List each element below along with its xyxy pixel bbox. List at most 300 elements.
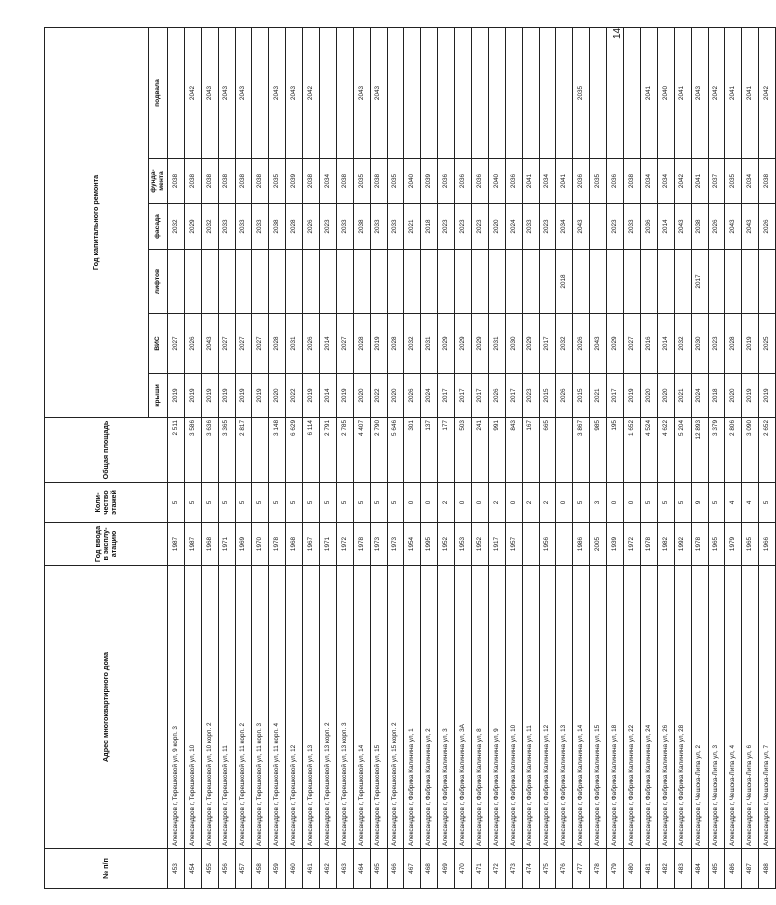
area-cell: 137 <box>421 418 438 483</box>
vis-year-cell: 2032 <box>556 314 573 374</box>
address-cell: Александров г, Фабрика Калинина ул, 13 <box>556 566 573 849</box>
row-number-cell: 477 <box>573 849 590 889</box>
roof-year-cell: 2014 <box>320 374 337 418</box>
address-cell: Александров г, Фабрика Калинина ул, 15 <box>590 566 607 849</box>
facade-year-cell: 2036 <box>640 204 657 250</box>
row-number-cell: 479 <box>607 849 624 889</box>
lifts-year-cell <box>404 250 421 314</box>
foundation-year-cell: 2036 <box>573 159 590 204</box>
address-cell: Александров г, Фабрика Калинина ул, 8 <box>472 566 489 849</box>
table-row <box>556 28 573 889</box>
facade-year-cell: 2033 <box>624 204 641 250</box>
floors-cell: 0 <box>421 483 438 523</box>
roof-year-cell: 2019 <box>218 374 235 418</box>
row-number-cell: 462 <box>320 849 337 889</box>
facade-year-cell: 2043 <box>725 204 742 250</box>
vis-year-cell: 2032 <box>674 314 691 374</box>
foundation-year-cell: 2041 <box>691 159 708 204</box>
roof-year-cell: 2020 <box>353 374 370 418</box>
table-row <box>708 28 725 889</box>
header-facade: фасада <box>149 204 168 250</box>
lifts-year-cell <box>505 250 522 314</box>
area-cell: 991 <box>488 418 505 483</box>
floors-cell: 3 <box>590 483 607 523</box>
roof-year-cell: 2019 <box>624 374 641 418</box>
floors-cell: 5 <box>573 483 590 523</box>
lifts-year-cell <box>522 250 539 314</box>
basement-year-cell: 2042 <box>303 28 320 159</box>
basement-year-cell: 2042 <box>184 28 201 159</box>
lifts-year-cell <box>269 250 286 314</box>
header-foundation: фунда-мента <box>149 159 168 204</box>
basement-year-cell: 2043 <box>691 28 708 159</box>
vis-year-cell: 2030 <box>505 314 522 374</box>
floors-cell: 5 <box>218 483 235 523</box>
foundation-year-cell: 2034 <box>539 159 556 204</box>
year-cell: 1952 <box>438 523 455 566</box>
area-cell: 4 524 <box>640 418 657 483</box>
vis-year-cell: 2031 <box>421 314 438 374</box>
header-area: Общая площадь <box>45 418 168 483</box>
basement-year-cell <box>336 28 353 159</box>
header-basement: подвала <box>149 28 168 159</box>
area-cell <box>556 418 573 483</box>
vis-year-cell: 2014 <box>657 314 674 374</box>
foundation-year-cell: 2034 <box>640 159 657 204</box>
year-cell: 1968 <box>286 523 303 566</box>
year-cell: 1978 <box>691 523 708 566</box>
basement-year-cell: 2040 <box>657 28 674 159</box>
address-cell: Александров г, Терешковой ул, 15 корп. 2 <box>387 566 404 849</box>
foundation-year-cell: 2038 <box>759 159 776 204</box>
facade-year-cell: 2034 <box>556 204 573 250</box>
address-cell: Александров г, Чешска-Липа ул, 2 <box>691 566 708 849</box>
basement-year-cell <box>438 28 455 159</box>
roof-year-cell: 2017 <box>438 374 455 418</box>
area-cell <box>252 418 269 483</box>
lifts-year-cell <box>708 250 725 314</box>
row-number-cell: 453 <box>168 849 185 889</box>
basement-year-cell <box>539 28 556 159</box>
floors-cell: 5 <box>657 483 674 523</box>
basement-year-cell <box>505 28 522 159</box>
row-number-cell: 472 <box>488 849 505 889</box>
floors-cell: 5 <box>708 483 725 523</box>
row-number-cell: 470 <box>455 849 472 889</box>
row-number-cell: 459 <box>269 849 286 889</box>
year-cell: 1954 <box>404 523 421 566</box>
address-cell: Александров г, Терешковой ул, 9 корп. 3 <box>168 566 185 849</box>
roof-year-cell: 2018 <box>708 374 725 418</box>
vis-year-cell: 2027 <box>235 314 252 374</box>
address-cell: Александров г, Фабрика Калинина ул, 3А <box>455 566 472 849</box>
area-cell: 3 586 <box>184 418 201 483</box>
roof-year-cell: 2026 <box>404 374 421 418</box>
area-cell: 301 <box>404 418 421 483</box>
floors-cell: 4 <box>742 483 759 523</box>
year-cell: 1967 <box>303 523 320 566</box>
roof-year-cell: 2019 <box>336 374 353 418</box>
lifts-year-cell <box>303 250 320 314</box>
lifts-year-cell <box>624 250 641 314</box>
foundation-year-cell: 2036 <box>455 159 472 204</box>
header-floors: Коли-чество этажей <box>45 483 168 523</box>
area-cell: 195 <box>607 418 624 483</box>
row-number-cell: 469 <box>438 849 455 889</box>
year-cell: 1986 <box>573 523 590 566</box>
basement-year-cell <box>590 28 607 159</box>
floors-cell: 2 <box>539 483 556 523</box>
basement-year-cell: 2042 <box>708 28 725 159</box>
address-cell: Александров г, Терешковой ул, 14 <box>353 566 370 849</box>
year-cell: 1982 <box>657 523 674 566</box>
roof-year-cell: 2019 <box>184 374 201 418</box>
basement-year-cell <box>522 28 539 159</box>
area-cell: 1 652 <box>624 418 641 483</box>
vis-year-cell: 2027 <box>336 314 353 374</box>
foundation-year-cell: 2038 <box>336 159 353 204</box>
lifts-year-cell <box>607 250 624 314</box>
facade-year-cell: 2029 <box>184 204 201 250</box>
lifts-year-cell <box>252 250 269 314</box>
roof-year-cell: 2020 <box>657 374 674 418</box>
foundation-year-cell: 2038 <box>184 159 201 204</box>
year-cell: 1952 <box>472 523 489 566</box>
roof-year-cell: 2021 <box>590 374 607 418</box>
floors-cell: 4 <box>725 483 742 523</box>
address-cell: Александров г, Чешска-Липа ул, 4 <box>725 566 742 849</box>
floors-cell: 5 <box>353 483 370 523</box>
vis-year-cell: 2014 <box>320 314 337 374</box>
address-cell: Александров г, Терешковой ул, 10 <box>184 566 201 849</box>
foundation-year-cell: 2034 <box>320 159 337 204</box>
foundation-year-cell: 2040 <box>488 159 505 204</box>
area-cell: 3 379 <box>708 418 725 483</box>
floors-cell: 5 <box>320 483 337 523</box>
lifts-year-cell: 2018 <box>556 250 573 314</box>
foundation-year-cell: 2042 <box>674 159 691 204</box>
floors-cell: 0 <box>556 483 573 523</box>
roof-year-cell: 2015 <box>539 374 556 418</box>
foundation-year-cell: 2039 <box>286 159 303 204</box>
address-cell: Александров г, Фабрика Калинина ул, 18 <box>607 566 624 849</box>
year-cell: 1971 <box>218 523 235 566</box>
lifts-year-cell <box>657 250 674 314</box>
address-cell: Александров г, Фабрика Калинина ул, 28 <box>674 566 691 849</box>
row-number-cell: 468 <box>421 849 438 889</box>
floors-cell: 2 <box>438 483 455 523</box>
row-number-cell: 461 <box>303 849 320 889</box>
facade-year-cell: 2033 <box>336 204 353 250</box>
basement-year-cell: 2041 <box>725 28 742 159</box>
facade-year-cell: 2032 <box>201 204 218 250</box>
foundation-year-cell: 2038 <box>252 159 269 204</box>
lifts-year-cell <box>674 250 691 314</box>
basement-year-cell <box>488 28 505 159</box>
facade-year-cell: 2023 <box>472 204 489 250</box>
foundation-year-cell: 2038 <box>201 159 218 204</box>
area-cell: 12 893 <box>691 418 708 483</box>
lifts-year-cell <box>286 250 303 314</box>
address-cell: Александров г, Терешковой ул, 13 корп. 2 <box>320 566 337 849</box>
row-number-cell: 454 <box>184 849 201 889</box>
table-row <box>742 28 759 889</box>
facade-year-cell: 2024 <box>505 204 522 250</box>
area-cell: 5 204 <box>674 418 691 483</box>
row-number-cell: 475 <box>539 849 556 889</box>
address-cell: Александров г, Терешковой ул, 11 корп. 4 <box>269 566 286 849</box>
roof-year-cell: 2024 <box>421 374 438 418</box>
basement-year-cell: 2043 <box>235 28 252 159</box>
table-row <box>184 28 201 889</box>
floors-cell: 0 <box>607 483 624 523</box>
year-cell: 1979 <box>725 523 742 566</box>
roof-year-cell: 2019 <box>303 374 320 418</box>
table-row <box>657 28 674 889</box>
lifts-year-cell <box>539 250 556 314</box>
vis-year-cell: 2029 <box>472 314 489 374</box>
table-row <box>353 28 370 889</box>
basement-year-cell <box>387 28 404 159</box>
roof-year-cell: 2020 <box>269 374 286 418</box>
basement-year-cell <box>421 28 438 159</box>
header-address: Адрес многоквартирного дома <box>45 566 168 849</box>
address-cell: Александров г, Фабрика Калинина ул, 22 <box>624 566 641 849</box>
floors-cell: 5 <box>640 483 657 523</box>
foundation-year-cell: 2038 <box>235 159 252 204</box>
vis-year-cell: 2025 <box>759 314 776 374</box>
vis-year-cell: 2026 <box>573 314 590 374</box>
foundation-year-cell: 2034 <box>657 159 674 204</box>
row-number-cell: 473 <box>505 849 522 889</box>
roof-year-cell: 2019 <box>235 374 252 418</box>
area-cell: 2 806 <box>725 418 742 483</box>
foundation-year-cell: 2035 <box>590 159 607 204</box>
basement-year-cell: 2041 <box>640 28 657 159</box>
address-cell: Александров г, Фабрика Калинина ул, 3 <box>438 566 455 849</box>
facade-year-cell: 2023 <box>438 204 455 250</box>
address-cell: Александров г, Фабрика Калинина ул, 9 <box>488 566 505 849</box>
foundation-year-cell: 2035 <box>725 159 742 204</box>
floors-cell: 0 <box>455 483 472 523</box>
header-roof: крыши <box>149 374 168 418</box>
address-cell: Александров г, Фабрика Калинина ул, 26 <box>657 566 674 849</box>
table-row <box>488 28 505 889</box>
floors-cell: 5 <box>168 483 185 523</box>
table-row <box>590 28 607 889</box>
facade-year-cell: 2023 <box>539 204 556 250</box>
area-cell: 3 365 <box>218 418 235 483</box>
area-cell: 2 791 <box>320 418 337 483</box>
year-cell <box>522 523 539 566</box>
floors-cell: 5 <box>235 483 252 523</box>
lifts-year-cell <box>438 250 455 314</box>
row-number-cell: 456 <box>218 849 235 889</box>
address-cell: Александров г, Терешковой ул, 12 <box>286 566 303 849</box>
year-cell: 1978 <box>640 523 657 566</box>
foundation-year-cell: 2036 <box>472 159 489 204</box>
area-cell: 167 <box>522 418 539 483</box>
facade-year-cell: 2018 <box>421 204 438 250</box>
address-cell: Александров г, Фабрика Калинина ул, 1 <box>404 566 421 849</box>
row-number-cell: 482 <box>657 849 674 889</box>
facade-year-cell: 2021 <box>404 204 421 250</box>
vis-year-cell: 2028 <box>725 314 742 374</box>
facade-year-cell: 2038 <box>353 204 370 250</box>
facade-year-cell: 2043 <box>674 204 691 250</box>
year-cell <box>556 523 573 566</box>
floors-cell: 5 <box>252 483 269 523</box>
floors-cell: 5 <box>370 483 387 523</box>
area-cell: 503 <box>455 418 472 483</box>
basement-year-cell <box>168 28 185 159</box>
lifts-year-cell <box>725 250 742 314</box>
vis-year-cell: 2028 <box>269 314 286 374</box>
year-cell: 1969 <box>235 523 252 566</box>
table-row <box>218 28 235 889</box>
roof-year-cell: 2020 <box>387 374 404 418</box>
roof-year-cell: 2017 <box>472 374 489 418</box>
lifts-year-cell <box>184 250 201 314</box>
area-cell: 6 629 <box>286 418 303 483</box>
facade-year-cell: 2033 <box>370 204 387 250</box>
table-row <box>252 28 269 889</box>
facade-year-cell: 2038 <box>691 204 708 250</box>
basement-year-cell: 2041 <box>742 28 759 159</box>
address-cell: Александров г, Терешковой ул, 13 <box>303 566 320 849</box>
vis-year-cell: 2016 <box>640 314 657 374</box>
row-number-cell: 476 <box>556 849 573 889</box>
repair-schedule-table <box>44 27 776 889</box>
vis-year-cell: 2028 <box>353 314 370 374</box>
table-row <box>640 28 657 889</box>
year-cell: 1968 <box>201 523 218 566</box>
year-cell: 1953 <box>455 523 472 566</box>
table-row <box>235 28 252 889</box>
table-row <box>269 28 286 889</box>
foundation-year-cell: 2035 <box>269 159 286 204</box>
address-cell: Александров г, Терешковой ул, 13 корп. 3 <box>336 566 353 849</box>
row-number-cell: 484 <box>691 849 708 889</box>
table-body <box>168 28 776 889</box>
table-row <box>201 28 218 889</box>
table-row <box>370 28 387 889</box>
table-row <box>455 28 472 889</box>
floors-cell: 5 <box>674 483 691 523</box>
area-cell: 2 817 <box>235 418 252 483</box>
area-cell: 2 652 <box>759 418 776 483</box>
vis-year-cell: 2029 <box>455 314 472 374</box>
address-cell: Александров г, Терешковой ул, 11 корп. 2 <box>235 566 252 849</box>
table-row <box>404 28 421 889</box>
area-cell: 4 407 <box>353 418 370 483</box>
address-cell: Александров г, Терешковой ул, 11 корп. 3 <box>252 566 269 849</box>
table-row <box>168 28 185 889</box>
basement-year-cell <box>455 28 472 159</box>
row-number-cell: 478 <box>590 849 607 889</box>
foundation-year-cell: 2036 <box>607 159 624 204</box>
lifts-year-cell <box>590 250 607 314</box>
facade-year-cell: 2026 <box>303 204 320 250</box>
foundation-year-cell: 2034 <box>742 159 759 204</box>
basement-year-cell <box>607 28 624 159</box>
lifts-year-cell <box>759 250 776 314</box>
basement-year-cell <box>252 28 269 159</box>
roof-year-cell: 2020 <box>725 374 742 418</box>
floors-cell: 0 <box>624 483 641 523</box>
roof-year-cell: 2026 <box>556 374 573 418</box>
foundation-year-cell: 2038 <box>303 159 320 204</box>
area-cell: 2 785 <box>336 418 353 483</box>
address-cell: Александров г, Фабрика Калинина ул, 2 <box>421 566 438 849</box>
year-cell: 1973 <box>370 523 387 566</box>
table-row <box>691 28 708 889</box>
roof-year-cell: 2019 <box>168 374 185 418</box>
lifts-year-cell <box>353 250 370 314</box>
year-cell: 1972 <box>336 523 353 566</box>
facade-year-cell: 2043 <box>573 204 590 250</box>
address-cell: Александров г, Фабрика Калинина ул, 11 <box>522 566 539 849</box>
year-cell: 1939 <box>607 523 624 566</box>
row-number-cell: 466 <box>387 849 404 889</box>
foundation-year-cell: 2041 <box>556 159 573 204</box>
lifts-year-cell <box>640 250 657 314</box>
table-row <box>522 28 539 889</box>
roof-year-cell: 2020 <box>640 374 657 418</box>
table-row <box>472 28 489 889</box>
row-number-cell: 481 <box>640 849 657 889</box>
vis-year-cell: 2027 <box>624 314 641 374</box>
year-cell: 2005 <box>590 523 607 566</box>
row-number-cell: 463 <box>336 849 353 889</box>
table-row <box>505 28 522 889</box>
area-cell: 843 <box>505 418 522 483</box>
year-cell: 1972 <box>624 523 641 566</box>
year-cell: 1965 <box>742 523 759 566</box>
year-cell: 1970 <box>252 523 269 566</box>
row-number-cell: 471 <box>472 849 489 889</box>
year-cell: 1995 <box>421 523 438 566</box>
year-cell: 1966 <box>759 523 776 566</box>
floors-cell: 5 <box>387 483 404 523</box>
vis-year-cell: 2043 <box>590 314 607 374</box>
facade-year-cell: 2033 <box>522 204 539 250</box>
facade-year-cell: 2014 <box>657 204 674 250</box>
vis-year-cell: 2019 <box>370 314 387 374</box>
facade-year-cell: 2033 <box>235 204 252 250</box>
vis-year-cell: 2029 <box>607 314 624 374</box>
row-number-cell: 464 <box>353 849 370 889</box>
basement-year-cell: 2043 <box>269 28 286 159</box>
roof-year-cell: 2023 <box>522 374 539 418</box>
year-cell: 1965 <box>708 523 725 566</box>
address-cell: Александров г, Терешковой ул, 11 <box>218 566 235 849</box>
table-row <box>336 28 353 889</box>
vis-year-cell: 2019 <box>742 314 759 374</box>
floors-cell: 5 <box>336 483 353 523</box>
header-year: Год ввода в эксплу-атацию <box>45 523 168 566</box>
table-row <box>725 28 742 889</box>
lifts-year-cell <box>320 250 337 314</box>
table-row <box>624 28 641 889</box>
lifts-year-cell <box>235 250 252 314</box>
foundation-year-cell: 2035 <box>353 159 370 204</box>
basement-year-cell <box>472 28 489 159</box>
lifts-year-cell <box>336 250 353 314</box>
foundation-year-cell: 2039 <box>421 159 438 204</box>
lifts-year-cell <box>370 250 387 314</box>
table-row <box>303 28 320 889</box>
